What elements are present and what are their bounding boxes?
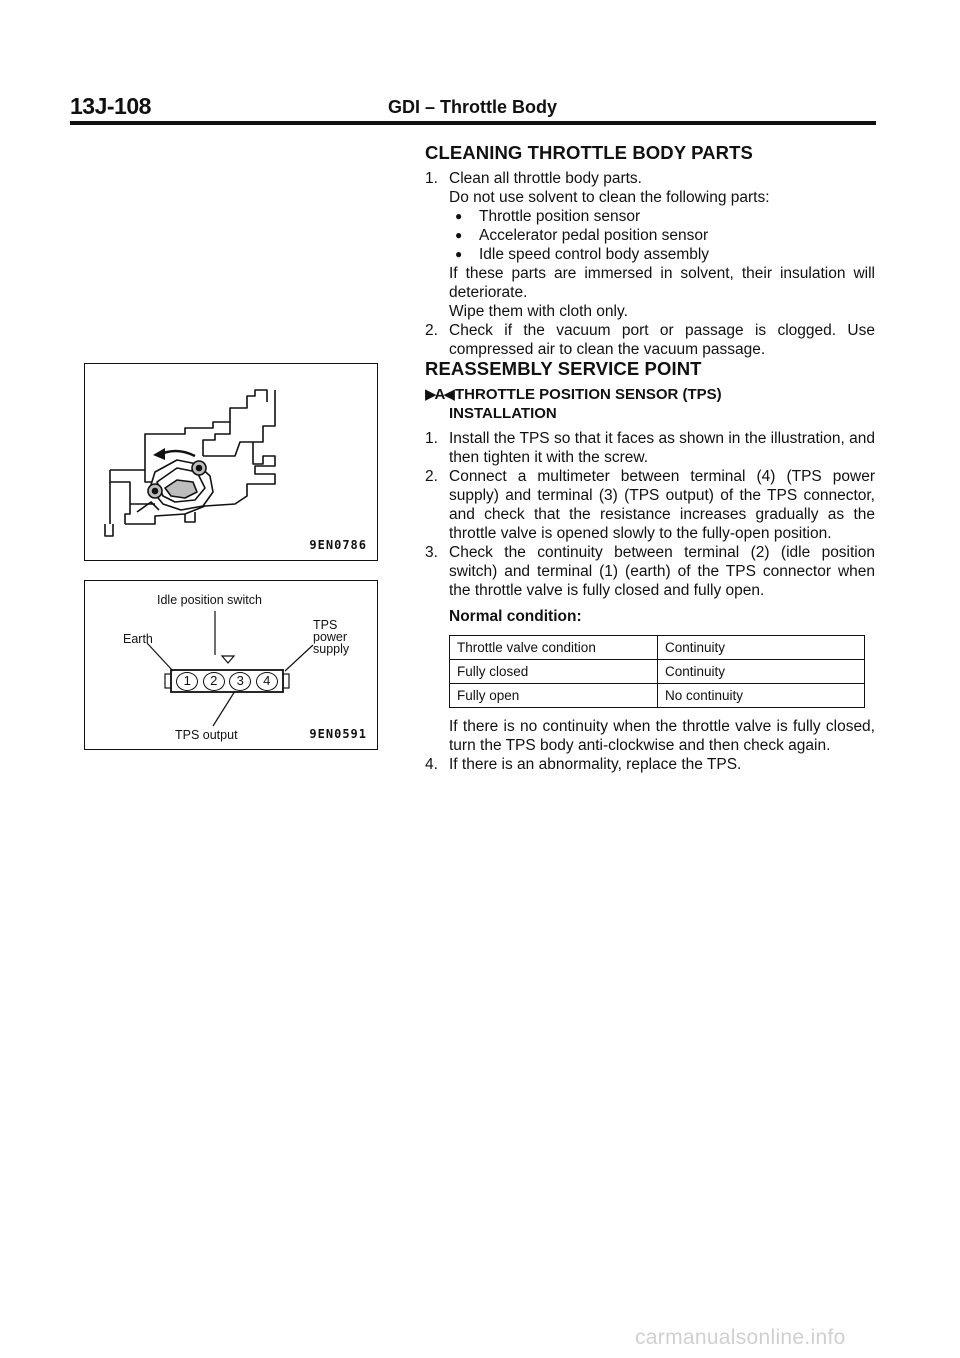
- terminal-2: 2: [203, 672, 225, 691]
- cleaning-step-1: [425, 169, 875, 321]
- table-row: [450, 684, 865, 708]
- reassembly-step: [425, 543, 875, 755]
- cleaning-bullet-list: [449, 207, 875, 264]
- terminal-1: 1: [176, 672, 198, 691]
- bullet-item: ● Accelerator pedal position sensor: [449, 226, 875, 245]
- normal-condition-label: Normal condition:: [449, 608, 582, 625]
- step-number: 1.: [425, 170, 438, 187]
- label-idle-position-switch: Idle position switch: [157, 593, 262, 607]
- footer-watermark: carmanualsonline.info: [635, 1326, 846, 1349]
- figure-tps-installation: [84, 363, 378, 561]
- reassembly-step-text: Connect a multimeter between terminal (4) (TPS power supply) and terminal (3) (TPS output) of the TPS connector, and check that the resistance increases gradually as the throttle valve is opened slowly to the fully-open position.: [449, 468, 875, 542]
- table-header-cell: Throttle valve condition: [450, 636, 658, 660]
- connector-terminals: [174, 672, 280, 690]
- reassembly-heading: REASSEMBLY SERVICE POINT: [425, 358, 702, 379]
- reassembly-step-text: Install the TPS so that it faces as shown in the illustration, and then tighten it with the screw.: [449, 430, 875, 466]
- table-row: [450, 660, 865, 684]
- cleaning-step-1-line-1: Clean all throttle body parts.: [449, 170, 642, 187]
- label-earth: Earth: [123, 632, 153, 646]
- reassembly-step-text: Check the continuity between terminal (2) (idle position switch) and terminal (1) (earth) of the TPS connector when the throttle valve is fully closed and fully open.: [449, 544, 875, 599]
- page-number: 13J-108: [70, 93, 151, 119]
- label-line: TPS: [313, 618, 338, 632]
- cleaning-step-1-note: If these parts are immersed in solvent, their insulation will deteriorate.: [449, 265, 875, 301]
- table-cell: No continuity: [658, 684, 865, 708]
- cleaning-section: [425, 143, 875, 359]
- step-number: 1.: [425, 430, 438, 447]
- figure-code: 9EN0591: [309, 727, 367, 741]
- reassembly-step: [425, 755, 875, 774]
- label-line: supply: [313, 642, 350, 656]
- step-number: 4.: [425, 756, 438, 773]
- label-line: power: [313, 630, 348, 644]
- tps-installation-subheading: [425, 385, 875, 423]
- cleaning-step-2: [425, 321, 875, 359]
- step-number: 3.: [425, 544, 438, 561]
- figure-tps-connector: [84, 580, 378, 750]
- label-tps-power-supply: [313, 619, 349, 655]
- service-point-marker: ▶A◀: [425, 386, 453, 403]
- table-cell: Fully open: [450, 684, 658, 708]
- figure-code: 9EN0786: [309, 538, 367, 552]
- continuity-spec-table: [449, 635, 865, 708]
- terminal-4: 4: [256, 672, 278, 691]
- header-title: GDI – Throttle Body: [388, 97, 558, 117]
- table-cell: Continuity: [658, 660, 865, 684]
- reassembly-step-text: If there is an abnormality, replace the TPS.: [449, 756, 742, 773]
- label-tps-output: TPS output: [175, 728, 238, 742]
- header-rule: [70, 121, 876, 125]
- cleaning-heading: CLEANING THROTTLE BODY PARTS: [425, 142, 753, 163]
- after-table-note: If there is no continuity when the throttle valve is fully closed, turn the TPS body anti-clockwise and then check again.: [449, 718, 875, 754]
- step-number: 2.: [425, 322, 438, 339]
- subheading-line-1: THROTTLE POSITION SENSOR (TPS): [455, 386, 722, 403]
- reassembly-step: [425, 467, 875, 543]
- terminal-3: 3: [229, 672, 251, 691]
- table-header-cell: Continuity: [658, 636, 865, 660]
- reassembly-step: [425, 429, 875, 467]
- step-number: 2.: [425, 468, 438, 485]
- table-header-row: [450, 636, 865, 660]
- bullet-item: ● Throttle position sensor: [449, 207, 875, 226]
- bullet-item: ● Idle speed control body assembly: [449, 245, 875, 264]
- table-cell: Fully closed: [450, 660, 658, 684]
- cleaning-step-1-wipe: Wipe them with cloth only.: [449, 303, 628, 320]
- cleaning-step-1-line-2: Do not use solvent to clean the following parts:: [449, 189, 770, 206]
- subheading-line-2: INSTALLATION: [449, 405, 557, 422]
- throttle-body-illustration: [85, 364, 376, 559]
- reassembly-section: [425, 359, 875, 774]
- cleaning-step-2-text: Check if the vacuum port or passage is clogged. Use compressed air to clean the vacuum passage.: [449, 322, 875, 358]
